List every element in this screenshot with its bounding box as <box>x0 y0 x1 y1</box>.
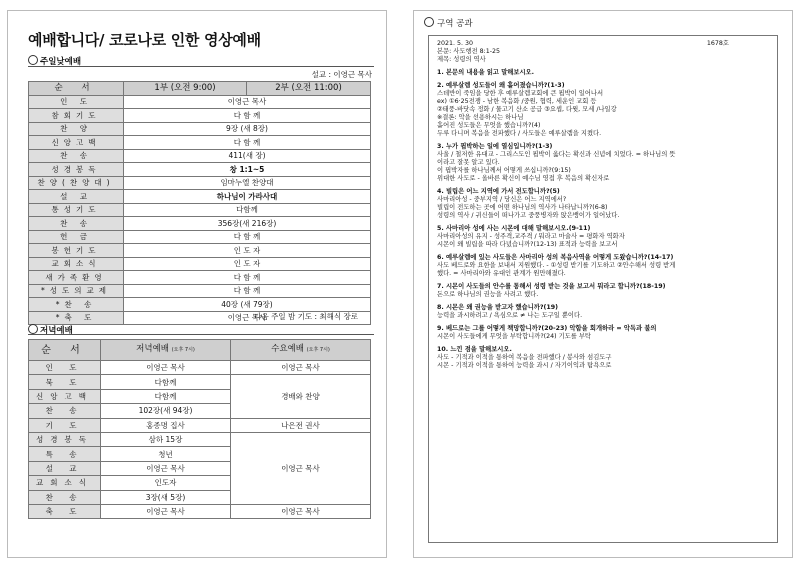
sunday-worship-table <box>28 81 371 325</box>
table-row <box>29 230 371 244</box>
question-line: 4. 빌립은 어느 지역에 가서 전도합니까?(5) <box>437 188 560 195</box>
answer-line: ex) ①6·25전쟁 - 남한 복음화 /중원, 협력, 세운인 교회 등 <box>437 98 597 105</box>
evening-value: 102장(새 94장) <box>101 404 231 418</box>
wednesday-value: 나은전 권사 <box>231 418 371 432</box>
row-value: 다 함 께 <box>124 109 371 123</box>
row-label: 찬양(찬양대) <box>29 176 124 190</box>
row-label: 찬 송 <box>29 217 124 231</box>
row-value: 다 함 께 <box>124 136 371 150</box>
header-cell: 수요예배 (오후 7시) <box>231 340 371 361</box>
table-row <box>29 244 371 258</box>
question-line: 8. 시몬은 왜 권능을 받고자 했습니까?(19) <box>437 304 559 311</box>
table-row <box>29 418 371 432</box>
answer-line: 돈으로 하나님의 권능을 사려고 했다. <box>437 291 539 298</box>
table-row <box>29 95 371 109</box>
wednesday-value: 이영근 목사 <box>231 361 371 375</box>
header-cell: 저녁예배 (오후 7시) <box>101 340 231 361</box>
answer-line: ②태풍-바닷속 정화 / 물고기 산소 공급 ③요셉, 다윗, 모세 /나일강 <box>437 106 617 113</box>
table-row <box>29 149 371 163</box>
row-label: 설 교 <box>29 461 101 475</box>
lesson-header <box>437 40 769 48</box>
row-label: 인 도 <box>29 361 101 375</box>
lesson-lines <box>437 69 769 370</box>
row-value: 다 함 께 <box>124 284 371 298</box>
evening-value: 삼하 15장 <box>101 432 231 446</box>
bulletin-left-page <box>7 10 387 558</box>
answer-line: 스데반이 죽임을 당한 후 예루살렘교회에 큰 핍박이 일어나서 <box>437 90 604 97</box>
row-label: 인 도 <box>29 95 124 109</box>
evening-value: 홍종명 집사 <box>101 418 231 432</box>
row-label: 헌 금 <box>29 230 124 244</box>
answer-line: 성령의 역사 / 귀신들이 떠나가고 중풍병자와 앉은뱅이가 일어났다. <box>437 212 620 219</box>
row-label: 기 도 <box>29 418 101 432</box>
circle-bullet-icon <box>424 17 434 27</box>
answer-line: 사도 - 기적과 이적을 통하여 복음을 전파했다 / 봉사와 섬김도구 <box>437 354 612 361</box>
row-value: 다함께 <box>124 203 371 217</box>
circle-bullet-icon <box>28 324 38 334</box>
next-prayer-note: 다음 주일 밤 기도 : 최해식 장로 <box>254 312 358 321</box>
row-value: 40장 (새 79장) <box>124 298 371 312</box>
question-line: 9. 베드로는 그를 어떻게 책망합니까?(20-23) 악함을 회개하라 = 악독과 불의 <box>437 325 657 332</box>
divider <box>28 66 374 67</box>
section-sunday-worship: 주일낮예배 <box>28 55 81 67</box>
table-row <box>29 190 371 204</box>
divider <box>28 334 374 335</box>
answer-line: 했다. = 사마리아와 유대인 관계가 원만해졌다. <box>437 270 566 277</box>
row-value: 인 도 자 <box>124 244 371 258</box>
answer-line: 이라고 잘못 알고 있다. <box>437 159 500 166</box>
answer-line: 위대한 사도로 - 올바른 확신이 예수님 영접 후 복음의 확신자로 <box>437 175 610 182</box>
answer-line: 사울 / 철저한 유대교 - 그리스도인 핍박이 옳다는 확신과 신념에 치었다. = 하나님의 뜻 <box>437 151 676 158</box>
question-line: 6. 예루살렘에 있는 사도들은 사마리아 성의 복음사역을 어떻게 도왔습니까?(14-17) <box>437 254 674 261</box>
wednesday-value: 경배와 찬양 <box>231 375 371 418</box>
answer-line: 이 핍박자를 하나님께서 어떻게 쓰십니까?(9:15) <box>437 167 571 174</box>
circle-bullet-icon <box>28 55 38 65</box>
row-label: 축 도 <box>29 504 101 518</box>
row-value: 411(새 장) <box>124 149 371 163</box>
question-line: 2. 예루살렘 성도들이 왜 흩어졌습니까?(1-3) <box>437 82 565 89</box>
row-label: 묵 도 <box>29 375 101 389</box>
evening-value: 이영근 목사 <box>101 361 231 375</box>
header-cell: 1부 (오전 9:00) <box>124 82 247 96</box>
row-label: *성도의교제 <box>29 284 124 298</box>
row-value: 이영근 목사 <box>124 311 371 325</box>
answer-line: 사마리아성 - 중부지역 / 당신은 어느 지역에서? <box>437 196 567 203</box>
question-line: 10. 느낀 점을 말해보시오. <box>437 346 512 353</box>
table-row <box>29 122 371 136</box>
lesson-date: 2021. 5. 30 <box>437 40 474 47</box>
row-label: 찬 송 <box>29 149 124 163</box>
section-evening-worship: 저녁예배 <box>28 324 73 336</box>
evening-value: 다함께 <box>101 389 231 403</box>
table-row <box>29 257 371 271</box>
row-label: 통성기도 <box>29 203 124 217</box>
row-label: 특 송 <box>29 447 101 461</box>
answer-line: 사도 베드로와 요한을 보내서 지원했다. - ①성령 받기를 기도하고 ②안수해서 성령 받게 <box>437 262 676 269</box>
table-row <box>29 432 371 446</box>
lesson-box <box>428 35 778 543</box>
row-value: 창 1:1~5 <box>124 163 371 177</box>
answer-line: 흩어진 성도들은 무엇을 했습니까?(4) <box>437 122 541 129</box>
row-label: 성경봉독 <box>29 163 124 177</box>
header-cell: 2부 (오전 11:00) <box>247 82 371 96</box>
row-label: 성경봉독 <box>29 432 101 446</box>
evening-value: 다함께 <box>101 375 231 389</box>
answer-line: 시몬이 왜 빌립을 따라 다녔습니까?(12-13) 표적과 능력을 보고서 <box>437 241 618 248</box>
row-label: 교회소식 <box>29 257 124 271</box>
lesson-text: 본문: 사도행전 8:1-25 <box>437 48 501 55</box>
question-line: 3. 누가 핍박하는 일에 열심입니까?(1-3) <box>437 143 553 150</box>
row-label: 봉헌기도 <box>29 244 124 258</box>
row-label: 교회소식 <box>29 476 101 490</box>
issue-number: 1678호 <box>706 40 729 47</box>
lesson-subject: 제목: 성령의 역사 <box>437 56 486 63</box>
wednesday-value: 이영근 목사 <box>231 504 371 518</box>
row-value: 9장 (새 8장) <box>124 122 371 136</box>
evening-value: 3장(새 5장) <box>101 490 231 504</box>
table-header-row <box>29 340 371 361</box>
table-row <box>29 504 371 518</box>
table-row <box>29 136 371 150</box>
page-title: 예배합니다/ 코로나로 인한 영상예배 <box>28 31 261 49</box>
row-value: 이영근 목사 <box>124 95 371 109</box>
evening-value: 이영근 목사 <box>101 504 231 518</box>
table-row <box>29 361 371 375</box>
row-label: 찬 송 <box>29 490 101 504</box>
row-value: 하나님이 가라사대 <box>124 190 371 204</box>
bulletin-right-page <box>413 10 793 558</box>
row-label: *축 도 <box>29 311 124 325</box>
table-row <box>29 298 371 312</box>
table-row <box>29 375 371 389</box>
header-cell: 순 서 <box>29 340 101 361</box>
table-header-row <box>29 82 371 96</box>
answer-line: 시몬 - 기적과 이적을 통하여 능력을 과시 / 자기이익과 탐욕으로 <box>437 362 612 369</box>
row-value: 다 함 께 <box>124 230 371 244</box>
answer-line: 빌립이 전도하는 곳에 어떤 하나님의 역사가 나타납니까?(6-8) <box>437 204 608 211</box>
table-row <box>29 284 371 298</box>
row-label: 찬 양 <box>29 122 124 136</box>
table-row <box>29 271 371 285</box>
sermon-by: 설교 : 이영근 목사 <box>311 70 372 79</box>
evening-value: 인도자 <box>101 476 231 490</box>
row-value: 356장(새 216장) <box>124 217 371 231</box>
question-line: 5. 사마리아 성에 사는 시몬에 대해 말해보시오.(9-11) <box>437 225 591 232</box>
section-cell-lesson: 구역 공과 <box>424 17 473 29</box>
evening-value: 이영근 목사 <box>101 461 231 475</box>
row-value: 다 함 께 <box>124 271 371 285</box>
evening-worship-table <box>28 339 371 519</box>
row-label: 새가족환영 <box>29 271 124 285</box>
answer-line: 능력을 과시하려고 / 욕심으로 ≠ 나는 도구일 뿐이다. <box>437 312 583 319</box>
answer-line: ※결론: 악을 선용하시는 하나님 <box>437 114 524 121</box>
row-label: 찬 송 <box>29 404 101 418</box>
question-line: 1. 본문의 내용을 읽고 말해보시오. <box>437 69 535 76</box>
row-value: 임마누엘 찬양대 <box>124 176 371 190</box>
table-row <box>29 203 371 217</box>
row-value: 인 도 자 <box>124 257 371 271</box>
header-cell: 순 서 <box>29 82 124 96</box>
row-label: 참회기도 <box>29 109 124 123</box>
answer-line: 두루 다니며 복음을 전파했다 / 사도들은 예루살렘을 지켰다. <box>437 130 602 137</box>
answer-line: 사마리아성의 유지 - 성주격,교주격 / 뭐라고 마술사 = 평화자 역화자 <box>437 233 625 240</box>
row-label: 신앙고백 <box>29 136 124 150</box>
answer-line: 시몬이 사도들에게 무엇을 부탁합니까?(24) 기도를 부탁 <box>437 333 592 340</box>
row-label: *찬 송 <box>29 298 124 312</box>
table-row <box>29 163 371 177</box>
table-row <box>29 217 371 231</box>
wednesday-value: 이영근 목사 <box>231 432 371 504</box>
table-row <box>29 176 371 190</box>
question-line: 7. 시몬이 사도들의 안수를 통해서 성령 받는 것을 보고서 뭐라고 합니까?(18-19) <box>437 283 666 290</box>
row-label: 설 교 <box>29 190 124 204</box>
row-label: 신앙고백 <box>29 389 101 403</box>
table-row <box>29 109 371 123</box>
evening-value: 청년 <box>101 447 231 461</box>
